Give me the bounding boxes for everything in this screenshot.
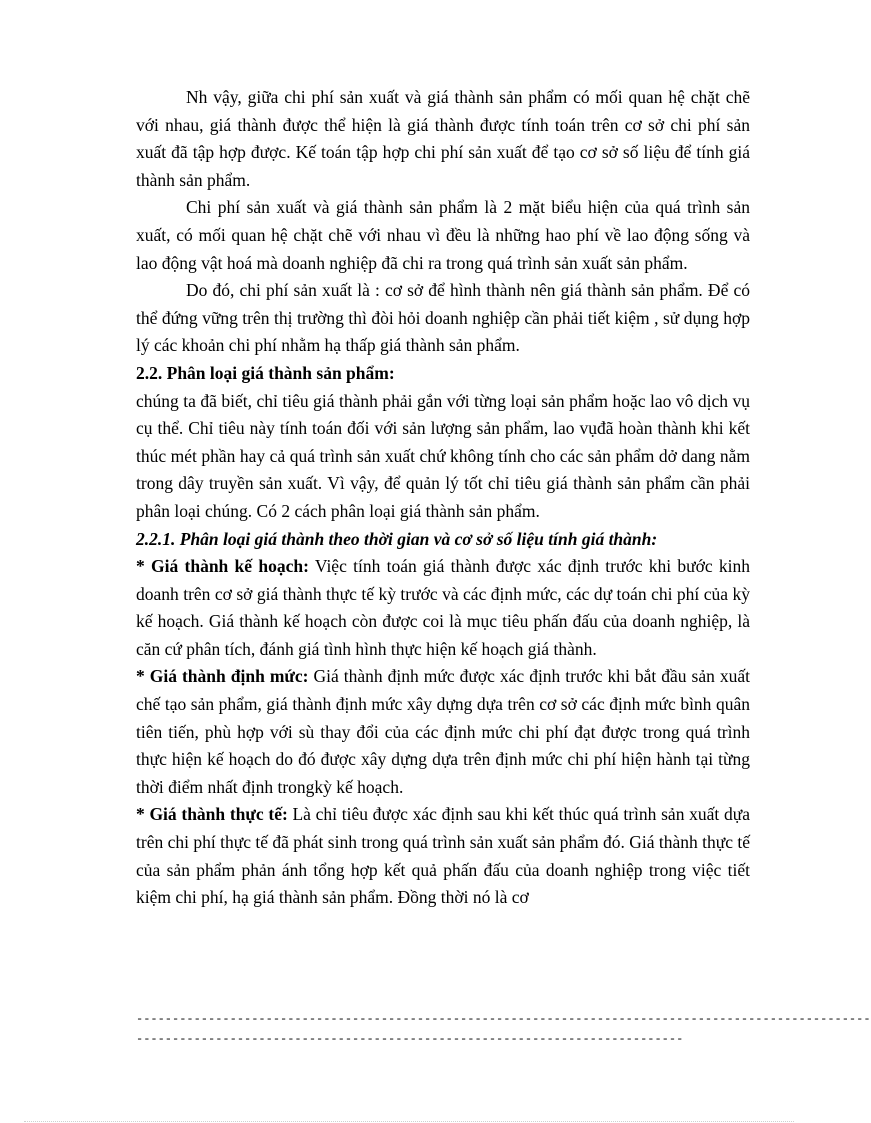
section-heading-2-2-1: 2.2.1. Phân loại giá thành theo thời gian và cơ sở số liệu tính giá thành: [136, 528, 658, 549]
planned-cost-body: Việc tính toán giá thành được xác định trước khi bước kinh doanh trên cơ sở giá thành thực tế kỳ trước và các định mức, các dự toán chi phí của kỳ kế hoạch. Giá thành kế hoạch còn được coi là mục tiêu phấn đấu của doanh nghiệp, là căn cứ phân tích, đánh giá tình hình thực hiện kế hoạch giá thành. [136, 556, 751, 659]
standard-cost-lead: * Giá thành định mức: [136, 666, 309, 687]
page-bottom-edge [24, 1121, 794, 1122]
paragraph-relationship: Nh vậy, giữa chi phí sản xuất và giá thành sản phẩm có mối quan hệ chặt chẽ với nhau, giá thành được thể hiện là giá thành được tính toán trên cơ sở chi phí sản xuất đã tập hợp được. Kế toán tập hợp chi phí sản xuất để tạo cơ sở số liệu để tính giá thành sản phẩm. [136, 87, 750, 190]
paragraph-standard-cost [136, 663, 750, 801]
dashed-separator-1: ------------------------------------------------------------------------------------------------------ [136, 1012, 871, 1026]
section-heading-2-2: 2.2. Phân loại giá thành sản phẩm: [136, 362, 395, 383]
actual-cost-body: Là chỉ tiêu được xác định sau khi kết thúc quá trình sản xuất dựa trên chi phí thực tế đã phát sinh trong quá trình sản xuất sản phẩm đó. Giá thành thực tế của sản phẩm phản ánh tổng hợp kết quả phấn đấu của doanh nghiệp trong việc tiết kiệm chi phí, hạ giá thành sản phẩm. Đồng thời nó là cơ [136, 804, 750, 908]
dashed-separator-2: ---------------------------------------------------------------------------- [136, 1032, 684, 1046]
document-body [136, 84, 750, 912]
paragraph-planned-cost [136, 553, 750, 663]
planned-cost-lead: * Giá thành kế hoạch: [136, 556, 309, 577]
paragraph-two-aspects: Chi phí sản xuất và giá thành sản phẩm là 2 mặt biểu hiện của quá trình sản xuất, có mối quan hệ chặt chẽ với nhau vì đều là những hao phí về lao động sống và lao động vật hoá mà doanh nghiệp đã chi ra trong quá trình sản xuất sản phẩm. [136, 197, 750, 273]
standard-cost-body: Giá thành định mức được xác định trước khi bắt đầu sản xuất chế tạo sản phẩm, giá thành định mức xây dựng dựa trên cơ sở các định mức bình quân tiên tiến, phù hợp với sù thay đổi của các định mức chi phí đạt được trong quá trình thực hiện kế hoạch do đó được xây dựng dựa trên định mức chi phí hiện hành tại từng thời điểm nhất định trongkỳ kế hoạch. [136, 666, 750, 797]
paragraph-classification-intro: chúng ta đã biết, chỉ tiêu giá thành phải gắn với từng loại sản phẩm hoặc lao vô dịch vụ cụ thể. Chỉ tiêu này tính toán đối với sản lượng sản phẩm, lao vụđã hoàn thành khi kết thúc mét phần hay cả quá trình sản xuất chứ không tính cho các sản phẩm dở dang nằm trong dây truyền sản xuất. Vì vậy, để quản lý tốt chỉ tiêu giá thành sản phẩm cần phải phân loại chúng. Có 2 cách phân loại giá thành sản phẩm. [136, 390, 750, 521]
paragraph-conclusion: Do đó, chi phí sản xuất là : cơ sở để hình thành nên giá thành sản phẩm. Để có thể đứng vững trên thị trường thì đòi hỏi doanh nghiệp cần phải tiết kiệm , sử dụng hợp lý các khoản chi phí nhằm hạ thấp giá thành sản phẩm. [136, 280, 750, 356]
paragraph-actual-cost [136, 801, 750, 911]
actual-cost-lead: * Giá thành thực tế: [136, 804, 288, 825]
